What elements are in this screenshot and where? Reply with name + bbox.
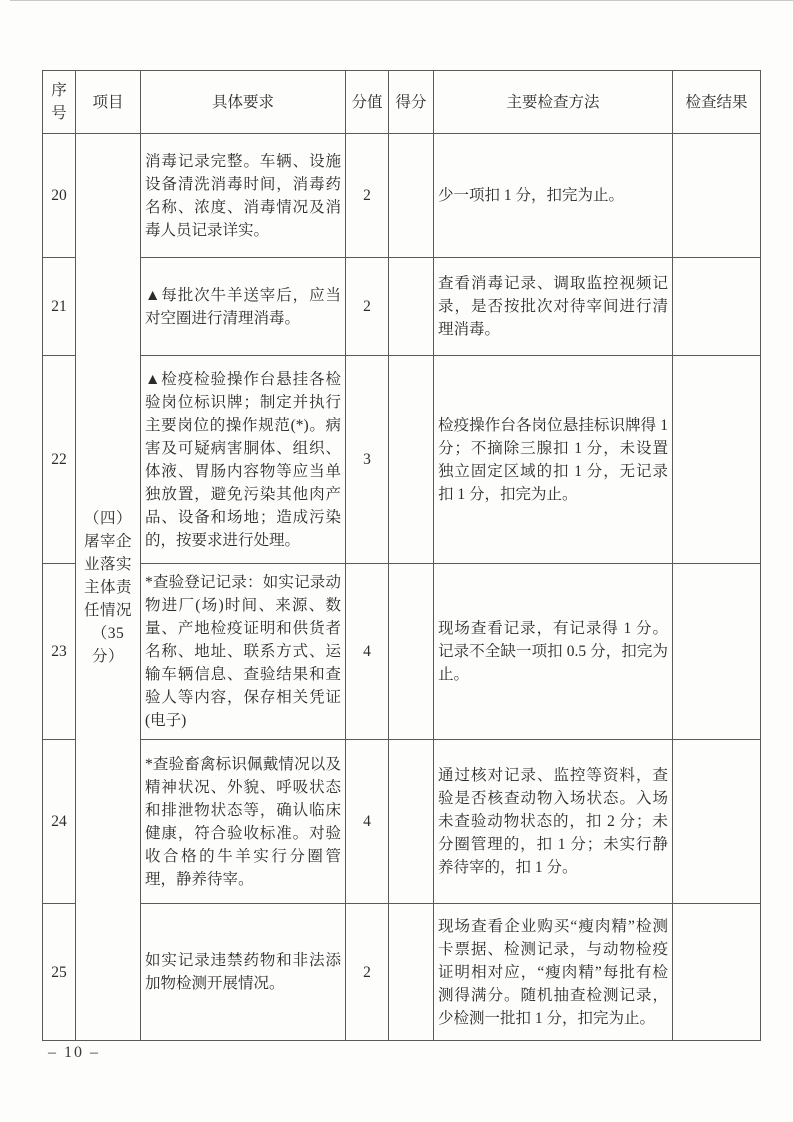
table-row: [43, 740, 761, 904]
row-result: [673, 258, 761, 356]
header-score: 分值: [346, 71, 389, 134]
row-result: [673, 740, 761, 904]
header-no: 序号: [43, 71, 76, 134]
row-score: 4: [346, 740, 389, 904]
row-points: [389, 740, 434, 904]
header-requirement: 具体要求: [141, 71, 346, 134]
row-points: [389, 564, 434, 740]
row-result: [673, 134, 761, 258]
table-header-row: [43, 71, 761, 134]
header-result: 检查结果: [673, 71, 761, 134]
row-score: 2: [346, 904, 389, 1041]
row-method: 少一项扣 1 分，扣完为止。: [434, 134, 673, 258]
row-points: [389, 904, 434, 1041]
row-requirement: 如实记录违禁药物和非法添加物检测开展情况。: [141, 904, 346, 1041]
row-score: 4: [346, 564, 389, 740]
table-row: [43, 134, 761, 258]
row-result: [673, 904, 761, 1041]
row-method: 通过核对记录、监控等资料，查验是否核查动物入场状态。入场未查验动物状态的，扣 2 分；未分圈管理的，扣 1 分；未实行静养待宰的，扣 1 分。: [434, 740, 673, 904]
table-row: [43, 564, 761, 740]
row-points: [389, 258, 434, 356]
table-row: [43, 356, 761, 564]
row-no: 25: [43, 904, 76, 1041]
row-requirement: *查验畜禽标识佩戴情况以及精神状况、外貌、呼吸状态和排泄物状态等，确认临床健康，符合验收标准。对验收合格的牛羊实行分圈管理，静养待宰。: [141, 740, 346, 904]
row-method: 检疫操作台各岗位悬挂标识牌得 1 分；不摘除三腺扣 1 分，未设置独立固定区域的扣 1 分，无记录扣 1 分，扣完为止。: [434, 356, 673, 564]
row-points: [389, 134, 434, 258]
inspection-table: [42, 70, 761, 1041]
header-project: 项目: [76, 71, 141, 134]
row-result: [673, 356, 761, 564]
page-number: – 10 –: [48, 1044, 100, 1061]
header-method: 主要检查方法: [434, 71, 673, 134]
table-row: [43, 904, 761, 1041]
table-row: [43, 258, 761, 356]
row-method: 查看消毒记录、调取监控视频记录，是否按批次对待宰间进行清理消毒。: [434, 258, 673, 356]
header-points: 得分: [389, 71, 434, 134]
row-result: [673, 564, 761, 740]
row-method: 现场查看企业购买“瘦肉精”检测卡票据、检测记录，与动物检疫证明相对应，“瘦肉精”每批有检测得满分。随机抽查检测记录，少检测一批扣 1 分，扣完为止。: [434, 904, 673, 1041]
row-points: [389, 356, 434, 564]
row-requirement: 消毒记录完整。车辆、设施设备清洗消毒时间，消毒药名称、浓度、消毒情况及消毒人员记录详实。: [141, 134, 346, 258]
row-no: 24: [43, 740, 76, 904]
row-requirement: ▲检疫检验操作台悬挂各检验岗位标识牌；制定并执行主要岗位的操作规范(*)。病害及可疑病害胴体、组织、体液、胃肠内容物等应当单独放置，避免污染其他肉产品、设备和场地；造成污染的，按要求进行处理。: [141, 356, 346, 564]
row-no: 20: [43, 134, 76, 258]
row-score: 2: [346, 134, 389, 258]
row-no: 21: [43, 258, 76, 356]
project-group-cell: （四）屠宰企业落实主体责任情况（35分）: [76, 134, 141, 1041]
scan-artifact-line: [10, 0, 793, 1]
row-no: 22: [43, 356, 76, 564]
row-requirement: *查验登记记录：如实记录动物进厂(场)时间、来源、数量、产地检疫证明和供货者名称、地址、联系方式、运输车辆信息、查验结果和查验人等内容，保存相关凭证(电子): [141, 564, 346, 740]
row-score: 3: [346, 356, 389, 564]
row-no: 23: [43, 564, 76, 740]
row-score: 2: [346, 258, 389, 356]
row-method: 现场查看记录，有记录得 1 分。记录不全缺一项扣 0.5 分，扣完为止。: [434, 564, 673, 740]
row-requirement: ▲每批次牛羊送宰后，应当对空圈进行清理消毒。: [141, 258, 346, 356]
